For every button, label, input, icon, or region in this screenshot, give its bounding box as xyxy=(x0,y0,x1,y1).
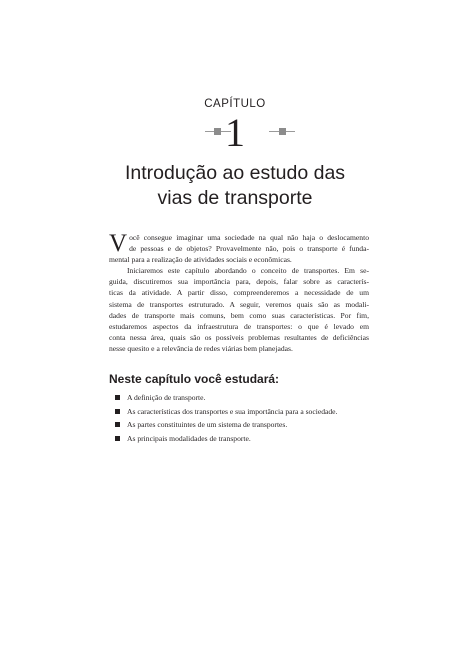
body-paragraph xyxy=(109,265,369,355)
list-item xyxy=(115,392,337,406)
list-item-text: As partes constituintes de um sistema de transportes. xyxy=(127,420,288,429)
list-item xyxy=(115,419,337,433)
square-bullet-icon xyxy=(115,422,120,427)
list-item xyxy=(115,433,337,447)
body-line: ticas da atividade. A partir disso, compreenderemos a necessidade de um xyxy=(109,288,369,298)
chapter-title xyxy=(0,161,470,211)
body-line: guida, discutiremos sua importância para, depois, falar sobre as caracterís- xyxy=(109,277,369,287)
chapter-title-line: vias de transporte xyxy=(157,187,313,209)
intro-line: ocê consegue imaginar uma sociedade na qual não haja o deslocamento xyxy=(129,233,369,242)
intro-paragraph xyxy=(109,232,369,266)
list-item-text: As características dos transportes e sua importância para a sociedade. xyxy=(127,406,338,416)
chapter-number-row xyxy=(0,110,470,155)
body-line: Iniciaremos este capítulo abordando o conceito de transportes. Em se- xyxy=(127,266,369,275)
body-line: sistema de transportes estruturado. A seguir, veremos quais são as modali- xyxy=(109,299,369,309)
ornament-square-right xyxy=(279,128,286,135)
square-bullet-icon xyxy=(115,395,120,400)
body-line: estudaremos aspectos da infraestrutura de transportes: o que é levado em xyxy=(109,322,369,332)
chapter-title-line: Introdução ao estudo das xyxy=(124,162,346,184)
body-line: dades de transporte mais comuns, bem como suas características. Por fim, xyxy=(109,310,369,320)
study-list xyxy=(115,392,337,446)
intro-line: mental para a realização de atividades sociais e econômicas. xyxy=(109,255,292,265)
chapter-number: 1 xyxy=(225,110,245,155)
drop-cap: V xyxy=(109,230,128,257)
square-bullet-icon xyxy=(115,409,120,414)
list-item-text: A definição de transporte. xyxy=(127,393,206,402)
body-line: nesse quesito e a relevância de redes viárias bem planejadas. xyxy=(109,344,293,354)
chapter-label: CAPÍTULO xyxy=(204,98,266,110)
list-item xyxy=(115,406,337,420)
intro-line: de pessoas e de objetos? Provavelmente não, pois o transporte é funda- xyxy=(129,244,369,254)
square-bullet-icon xyxy=(115,436,120,441)
body-line: conta nessa área, quais são os possíveis problemas resultantes de deficiências xyxy=(109,333,369,343)
list-item-text: As principais modalidades de transporte. xyxy=(127,433,251,443)
section-heading: Neste capítulo você estudará: xyxy=(109,372,280,386)
